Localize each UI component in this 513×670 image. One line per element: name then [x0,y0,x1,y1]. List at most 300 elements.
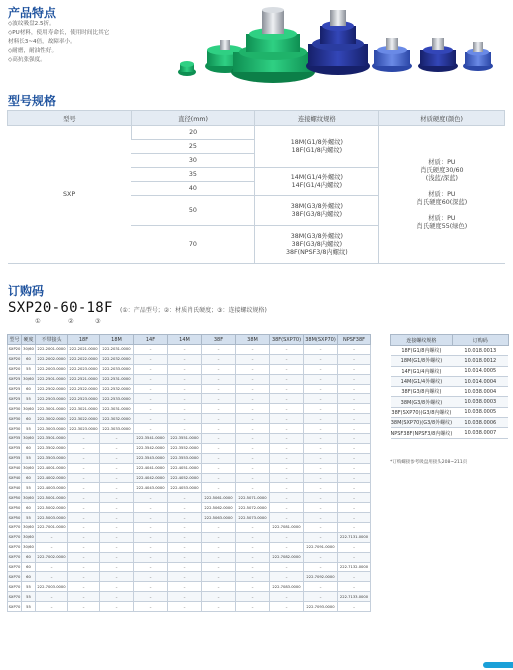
order-cell: 55 [22,592,36,602]
spec-diameter: 20 [131,126,255,140]
order-cell: – [338,453,371,463]
order-cell: – [100,513,134,523]
feature-item: ◇波纹吸盘2.5折。 [8,21,55,27]
order-cell: – [270,443,304,453]
table-row [391,428,509,438]
order-cell: – [68,602,100,612]
spec-material-text: 材质：PU [428,190,456,198]
table-row [8,572,371,582]
spec-thread-group [255,196,379,226]
order-cell: – [134,503,168,513]
order-cell: – [68,463,100,473]
order-cell: 222.2023.0000 [68,364,100,374]
suction-cup-navy-medium [418,38,458,72]
order-cell: – [168,523,202,533]
order-cell: 222.4043.0000 [134,483,168,493]
order-cell: – [134,572,168,582]
order-cell: – [304,404,338,414]
order-cell: 222.7082.0000 [270,552,304,562]
order-cell: – [168,354,202,364]
order-cell: SXP30 [8,404,22,414]
order-cell: – [338,404,371,414]
order-cell: – [100,453,134,463]
spec-header-row [8,111,505,126]
order-cell: – [270,384,304,394]
thread-cell: 10.018.0012 [452,356,508,366]
table-row [8,513,371,523]
order-cell: – [36,562,68,572]
order-cell: – [338,443,371,453]
order-cell: 222.5001.0000 [36,493,68,503]
order-cell: – [202,532,236,542]
table-row [391,387,509,397]
order-cell: 222.2032.0000 [100,354,134,364]
order-cell: – [68,453,100,463]
order-cell: – [338,513,371,523]
spec-header-thread: 连接螺纹规格 [255,111,379,126]
thread-table-note: *订购螺接参考吸盘用接头208~211页 [390,460,468,465]
order-cell: SXP50 [8,513,22,523]
order-cell: – [134,592,168,602]
order-cell: – [338,345,371,355]
spec-thread-text: 18M(G1/8外螺纹) [290,138,343,146]
order-cell: – [236,424,270,434]
order-cell: – [236,384,270,394]
order-cell: – [236,443,270,453]
order-cell: – [304,443,338,453]
thread-cell: 38M(SXP70)(G3/8外螺纹) [391,418,453,428]
spec-thread-text: 14M(G1/4外螺纹) [290,173,343,181]
order-header-cell: 18F [68,335,100,345]
order-cell: 222.2002.0000 [36,354,68,364]
order-cell: – [236,523,270,533]
order-cell: 55 [22,364,36,374]
order-cell: SXP70 [8,532,22,542]
order-cell: – [68,434,100,444]
order-cell: SXP35 [8,434,22,444]
suction-cup-navy-large [306,10,370,75]
order-cell: – [304,394,338,404]
suction-cup-green-large [231,7,315,83]
order-cell: – [134,374,168,384]
order-cell: 30/60 [22,374,36,384]
order-cell: – [304,552,338,562]
order-cell: – [134,364,168,374]
thread-cell: 18F(G1/8内螺纹) [391,346,453,356]
order-cell: 55 [22,453,36,463]
order-cell: – [68,493,100,503]
order-cell: 55 [22,602,36,612]
order-cell: 222.7003.0000 [36,582,68,592]
order-cell: – [168,424,202,434]
order-cell: SXP70 [8,582,22,592]
order-cell: 222.2031.0000 [100,345,134,355]
order-cell: – [168,384,202,394]
order-cell: – [270,453,304,463]
spec-material-text: 材质：PU [428,158,456,166]
order-cell: 30/60 [22,532,36,542]
order-cell: 30/60 [22,463,36,473]
order-cell: – [36,592,68,602]
order-cell: – [100,493,134,503]
order-cell: 222.7091.0000 [304,542,338,552]
order-cell: – [270,503,304,513]
order-cell: 222.7081.0000 [270,523,304,533]
order-cell: – [168,582,202,592]
order-cell: – [202,463,236,473]
order-cell: – [202,592,236,602]
order-cell: 222.2531.0000 [100,374,134,384]
order-cell: – [68,572,100,582]
order-header-cell: 38F [202,335,236,345]
order-cell: 222.5063.0000 [202,513,236,523]
order-cell: 222.5071.0000 [236,493,270,503]
order-cell: 222.3033.0000 [100,424,134,434]
order-header-cell: 不带接头 [36,335,68,345]
product-photo [170,4,500,86]
features-list [8,20,168,65]
thread-code-table [390,334,509,439]
order-code-note: (①：产品型号；②：材质肖氏硬度；③：连接螺纹规格) [120,307,267,314]
spec-header-material: 材质硬度(颜色) [379,111,505,126]
order-cell: – [100,592,134,602]
thread-cell: 10.038.0003 [452,397,508,407]
order-cell: – [168,414,202,424]
order-cell: – [338,493,371,503]
order-cell: – [168,532,202,542]
order-cell: – [338,364,371,374]
order-cell: – [236,394,270,404]
order-cell: – [338,572,371,582]
order-cell: SXP35 [8,443,22,453]
order-cell: 222.4002.0000 [36,473,68,483]
order-cell: – [168,572,202,582]
order-cell: 60 [22,562,36,572]
table-row [8,434,371,444]
order-cell: 222.4001.0000 [36,463,68,473]
order-cell: – [304,473,338,483]
order-cell: 222.2522.0000 [68,384,100,394]
suction-cup-blue-small [463,42,493,71]
order-cell: – [202,523,236,533]
page-corner-tab [483,662,513,668]
order-cell: – [100,582,134,592]
order-header-cell: 38M [236,335,270,345]
marker-model: ① [35,318,41,325]
order-cell: SXP30 [8,424,22,434]
order-cell: 55 [22,394,36,404]
spec-thread-text: 38M(G3/8外螺纹) [290,202,343,210]
order-header-cell: 硬度 [22,335,36,345]
order-cell: – [236,414,270,424]
order-cell: SXP70 [8,552,22,562]
spec-thread-group [255,226,379,264]
order-cell: 222.3541.0000 [134,434,168,444]
spec-material-text: 材质：PU [428,214,456,222]
thread-cell: 10.038.0004 [452,387,508,397]
table-row [8,562,371,572]
order-cell: SXP20 [8,345,22,355]
order-header-cell: 38M(SXP70) [305,336,336,343]
table-row [391,376,509,386]
order-cell: – [304,364,338,374]
order-header-cell: NPSF38F [338,335,371,345]
order-cell: – [202,443,236,453]
spec-material [379,126,505,264]
order-cell: – [202,374,236,384]
order-cell: – [202,384,236,394]
order-code-example: SXP20-60-18F [8,300,113,316]
order-cell: SXP20 [8,364,22,374]
order-cell: 222.3031.0000 [100,404,134,414]
order-cell: – [134,562,168,572]
order-cell: 222.4041.0000 [134,463,168,473]
thread-cell: 10.014.0005 [452,366,508,376]
order-cell: – [304,582,338,592]
table-row [8,463,371,473]
order-cell: 60 [22,503,36,513]
order-cell: 222.3001.0000 [36,404,68,414]
order-cell: – [304,374,338,384]
order-cell: – [100,552,134,562]
table-row [391,407,509,417]
table-row [391,397,509,407]
order-cell: – [202,404,236,414]
order-header-cell: 14F [134,335,168,345]
order-cell: 222.2533.0000 [100,394,134,404]
table-row [8,473,371,483]
order-cell: 222.7083.0000 [270,582,304,592]
order-cell: – [304,493,338,503]
thread-cell: 14F(G1/4内螺纹) [391,366,453,376]
order-cell: – [202,483,236,493]
order-cell: 222.2523.0000 [68,394,100,404]
order-cell: SXP40 [8,463,22,473]
order-cell: – [338,434,371,444]
table-row [8,354,371,364]
order-cell: – [338,552,371,562]
order-cell: – [68,503,100,513]
order-header-cell: 38F(SXP70) [270,335,304,345]
order-cell: – [202,424,236,434]
table-row [8,602,371,612]
order-cell: – [134,513,168,523]
order-cell: – [236,453,270,463]
order-cell: 222.4053.0000 [168,483,202,493]
order-cell: 222.3551.0000 [168,434,202,444]
order-cell: 30/60 [22,404,36,414]
order-cell: – [270,493,304,503]
order-cell: 222.7092.0000 [304,572,338,582]
order-cell: 222.5073.0000 [236,513,270,523]
order-cell: – [168,345,202,355]
order-cell: 222.3553.0000 [168,453,202,463]
order-cell: – [236,572,270,582]
order-cell: – [168,602,202,612]
order-cell: – [36,602,68,612]
table-row [8,345,371,355]
order-cell: – [68,523,100,533]
order-cell: – [202,345,236,355]
spec-table [7,110,505,264]
order-cell: – [304,503,338,513]
order-cell: – [202,572,236,582]
order-cell: – [270,354,304,364]
thread-cell: 10.038.0007 [452,428,508,438]
order-cell: SXP70 [8,542,22,552]
order-cell: SXP25 [8,384,22,394]
table-row [391,356,509,366]
spec-model: SXP [8,126,132,264]
order-cell: – [304,434,338,444]
order-cell: – [338,503,371,513]
order-cell: – [68,562,100,572]
order-title: 订购码 [8,284,45,298]
order-cell: – [168,562,202,572]
order-cell: – [202,473,236,483]
order-cell: – [338,542,371,552]
order-cell: 222.7002.0000 [36,552,68,562]
order-cell: 222.5062.0000 [202,503,236,513]
order-cell: 222.3032.0000 [100,414,134,424]
order-cell: 60 [22,384,36,394]
table-row [8,503,371,513]
table-row [8,443,371,453]
order-cell: – [134,424,168,434]
order-cell: 222.5061.0000 [202,493,236,503]
order-cell: – [168,513,202,523]
spec-thread-text: 38F(G3/8内螺纹) [291,210,343,218]
thread-cell: 10.018.0013 [452,346,508,356]
order-cell: – [202,453,236,463]
order-cell: – [202,414,236,424]
order-cell: – [270,434,304,444]
order-header-cell: 14M [168,335,202,345]
order-cell: 222.5003.0000 [36,513,68,523]
order-cell: – [168,394,202,404]
order-cell: SXP25 [8,374,22,384]
order-cell: 222.2532.0000 [100,384,134,394]
order-cell: 222.3021.0000 [68,404,100,414]
order-cell: – [134,602,168,612]
order-cell: 222.2502.0000 [36,384,68,394]
order-cell: – [202,542,236,552]
order-cell: – [270,542,304,552]
order-cell: 222.7001.0000 [36,523,68,533]
order-cell: SXP70 [8,523,22,533]
table-row [8,493,371,503]
order-cell: – [236,374,270,384]
order-cell: SXP40 [8,473,22,483]
order-cell: – [270,414,304,424]
order-cell: – [168,592,202,602]
order-cell: SXP70 [8,592,22,602]
thread-cell: 14M(G1/4外螺纹) [391,376,453,386]
thread-cell: 10.038.0005 [452,407,508,417]
order-cell: – [68,513,100,523]
order-cell: – [134,493,168,503]
thread-cell: 38M(G3/8外螺纹) [391,397,453,407]
order-cell: 222.7131.0000 [338,532,371,542]
order-cell: – [100,463,134,473]
order-cell: – [68,483,100,493]
table-row [8,364,371,374]
order-cell: – [236,463,270,473]
order-cell: – [68,473,100,483]
order-cell: – [270,532,304,542]
feature-item: ◇PU材料，使用寿命长，使用时间比其它 [8,30,110,36]
order-cell: – [168,404,202,414]
order-cell: – [100,542,134,552]
order-cell: – [100,503,134,513]
spec-material-text: 肖氏硬度55(绿色) [416,222,468,230]
table-row [8,374,371,384]
order-cell: – [134,394,168,404]
order-cell: – [168,552,202,562]
order-cell: 30/60 [22,542,36,552]
order-cell: 222.2001.0000 [36,345,68,355]
order-cell: – [134,523,168,533]
spec-thread-text: 38M(G3/8外螺纹) [290,232,343,240]
order-cell: 60 [22,572,36,582]
order-cell: – [270,592,304,602]
order-cell: 222.3543.0000 [134,453,168,463]
order-cell: – [36,532,68,542]
table-row [8,394,371,404]
order-cell: – [270,473,304,483]
order-cell: 60 [22,443,36,453]
thread-header-cell: 订购码 [452,335,508,346]
table-row [8,582,371,592]
thread-header-cell: 连接螺纹规格 [391,335,453,346]
order-cell: – [36,542,68,552]
order-cell: SXP40 [8,483,22,493]
order-cell: – [236,483,270,493]
order-cell: SXP35 [8,453,22,463]
order-cell: – [270,374,304,384]
order-cell: – [338,483,371,493]
order-cell: – [236,552,270,562]
order-cell: – [338,582,371,592]
order-cell: – [134,354,168,364]
order-cell: – [134,552,168,562]
order-cell: 222.2033.0000 [100,364,134,374]
order-cell: 222.5002.0000 [36,503,68,513]
order-cell: 60 [22,473,36,483]
spec-material-text: 肖氏硬度30/60 [420,166,464,174]
order-cell: – [36,572,68,582]
order-cell: – [338,394,371,404]
order-cell: – [236,542,270,552]
order-cell: SXP70 [8,562,22,572]
spec-thread-group [255,126,379,168]
order-cell: – [68,552,100,562]
order-cell: – [304,345,338,355]
order-cell: – [68,582,100,592]
order-cell: – [202,364,236,374]
order-cell: 222.5072.0000 [236,503,270,513]
order-cell: – [100,532,134,542]
order-cell: – [270,404,304,414]
order-cell: – [168,364,202,374]
spec-header-diameter: 直径(mm) [131,111,255,126]
order-cell: – [338,424,371,434]
order-cell: – [338,414,371,424]
marker-hardness: ② [68,318,74,325]
spec-material-text: (浅蓝/深蓝) [425,174,458,182]
order-cell: – [202,434,236,444]
order-cell: – [100,473,134,483]
